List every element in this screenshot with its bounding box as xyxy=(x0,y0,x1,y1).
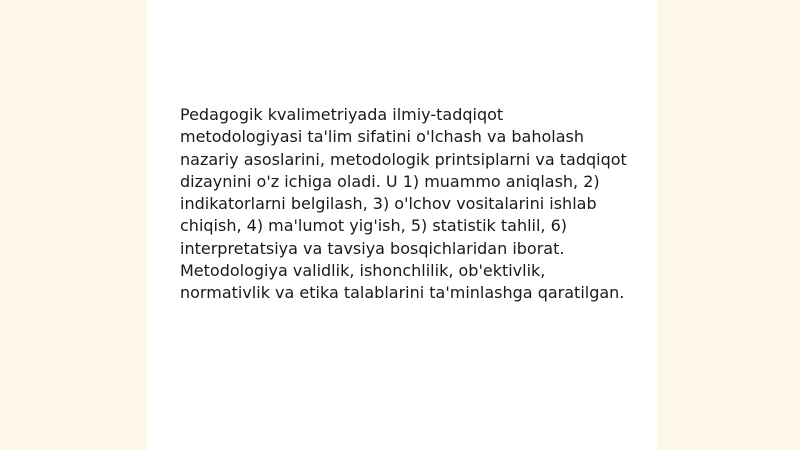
body-paragraph: Pedagogik kvalimetriyada ilmiy-tadqiqot metodologiyasi ta'lim sifatini o'lchash va baholash nazariy asoslarini, metodologik printsiplarni va tadqiqot dizaynini o'z ichiga oladi. U 1) muammo aniqlash, 2) indikatorlarni belgilash, 3) o'lchov vositalarini ishlab chiqish, 4) ma'lumot yig'ish, 5) statistik tahlil, 6) interpretatsiya va tavsiya bosqichlaridan iborat. Metodologiya validlik, ishonchlilik, ob'ektivlik, normativlik va etika talablarini ta'minlashga qaratilgan. xyxy=(180,105,627,303)
document-page xyxy=(147,0,658,450)
